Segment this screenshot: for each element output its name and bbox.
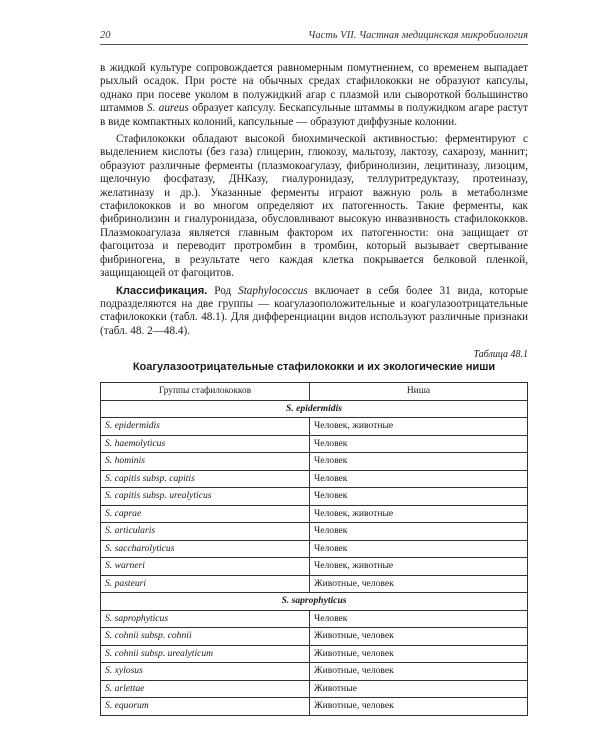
table-row — [101, 453, 528, 471]
group-title-saprophyticus: S. saprophyticus — [101, 593, 528, 611]
table-row — [101, 663, 528, 681]
paragraph-3 — [100, 285, 528, 339]
species-cell: S. saccharolyticus — [101, 540, 310, 558]
niche-cell: Человек, животные — [310, 418, 528, 436]
group-heading-row — [101, 593, 528, 611]
species-cell: S. articularis — [101, 523, 310, 541]
table-row — [101, 645, 528, 663]
genus-name: Staphylococcus — [238, 284, 308, 297]
species-cell: S. saprophyticus — [101, 610, 310, 628]
niche-cell: Животные — [310, 680, 528, 698]
niche-cell: Человек — [310, 470, 528, 488]
niche-cell: Человек — [310, 453, 528, 471]
table-row — [101, 435, 528, 453]
paragraph-1 — [100, 62, 528, 129]
niche-cell: Человек, животные — [310, 558, 528, 576]
species-cell: S. haemolyticus — [101, 435, 310, 453]
niche-cell: Человек, животные — [310, 505, 528, 523]
paragraph-3-pre: Род — [214, 284, 232, 297]
group-heading-row — [101, 400, 528, 418]
table-row — [101, 575, 528, 593]
paragraph-1-end: образует капсулу. Бескапсульные штаммы в полужидком агаре растут в виде компактных колоний, капсульные — образуют диффузные колонии. — [100, 102, 529, 128]
staphylococci-table — [100, 382, 528, 716]
table-label: Таблица 48.1 — [473, 349, 528, 360]
classification-heading: Классификация. — [116, 284, 208, 297]
niche-cell: Животные, человек — [310, 575, 528, 593]
niche-cell: Человек — [310, 488, 528, 506]
page-number: 20 — [100, 30, 111, 41]
table-row — [101, 470, 528, 488]
niche-cell: Животные, человек — [310, 628, 528, 646]
species-cell: S. capitis subsp. capitis — [101, 470, 310, 488]
niche-cell: Человек — [310, 523, 528, 541]
table-row — [101, 628, 528, 646]
species-cell: S. epidermidis — [101, 418, 310, 436]
table-row — [101, 680, 528, 698]
body-text — [100, 62, 528, 338]
species-cell: S. caprae — [101, 505, 310, 523]
table-caption: Коагулазоотрицательные стафилококки и их экологические ниши — [132, 361, 496, 373]
species-cell: S. capitis subsp. urealyticus — [101, 488, 310, 506]
species-cell: S. cohnii subsp. cohnii — [101, 628, 310, 646]
table-row — [101, 505, 528, 523]
species-cell: S. cohnii subsp. urealyticum — [101, 645, 310, 663]
table-row — [101, 610, 528, 628]
species-name: S. aureus — [147, 102, 189, 115]
column-header-group: Группы стафилококков — [101, 383, 310, 401]
table-row — [101, 418, 528, 436]
niche-cell: Человек — [310, 435, 528, 453]
group-title-epidermidis: S. epidermidis — [101, 400, 528, 418]
species-cell: S. hominis — [101, 453, 310, 471]
niche-cell: Животные, человек — [310, 698, 528, 716]
table-row — [101, 698, 528, 716]
column-header-niche: Ниша — [310, 383, 528, 401]
running-title: Часть VII. Частная медицинская микробиология — [308, 30, 528, 41]
table-header-row — [101, 383, 528, 401]
paragraph-1-text: в жидкой культуре сопровождается равномерным помутнением, со временем выпадает рыхлый осадок. При росте на обычных средах стафилококки не образуют капсулы, однако при посеве уколом в полужидкий агар с плазмой или сывороткой большинство штаммов — [100, 62, 528, 115]
species-cell: S. xylosus — [101, 663, 310, 681]
niche-cell: Животные, человек — [310, 663, 528, 681]
species-cell: S. warneri — [101, 558, 310, 576]
species-cell: S. equorum — [101, 698, 310, 716]
page-header — [100, 30, 528, 45]
paragraph-3-end: включает в себя более 31 вида, которые подразделяются на две группы — коагулазоположительные и коагулазоотрицательные стафилококки (табл. 48.1). Для дифференциации видов используют различные признаки (табл. 48. 2—48.4). — [100, 284, 529, 337]
species-cell: S. pasteuri — [101, 575, 310, 593]
table-row — [101, 558, 528, 576]
table-row — [101, 540, 528, 558]
niche-cell: Животные, человек — [310, 645, 528, 663]
paragraph-2: Стафилококки обладают высокой биохимической активностью: ферментируют с выделением кислоты (без газа) глицерин, глюкозу, мальтозу, лактозу, сахарозу, маннит; образуют различные ферменты (плазмокоагулазу, фибринолизин, лецитиназу, лизоцим, щелочную фосфатазу, ДНКазу, гиалуронидазу, теллуритредуктазу, протеиназу, желатиназу и др.). Указанные ферменты играют важную роль в метаболизме стафилококков и во многом определяют их патогенность. Такие ферменты, как фибринолизин и гиалуронидаза, обусловливают высокую инвазивность стафилококков. Плазмокоагулаза является главным фактором их патогенности: она защищает от фагоцитоза и переводит протромбин в тромбин, который вызывает свертывание фибриногена, в результате чего каждая клетка покрывается белковой пленкой, защищающей от фагоцитов. — [100, 133, 528, 280]
table-row — [101, 488, 528, 506]
table-row — [101, 523, 528, 541]
niche-cell: Человек — [310, 610, 528, 628]
niche-cell: Человек — [310, 540, 528, 558]
species-cell: S. arlettae — [101, 680, 310, 698]
